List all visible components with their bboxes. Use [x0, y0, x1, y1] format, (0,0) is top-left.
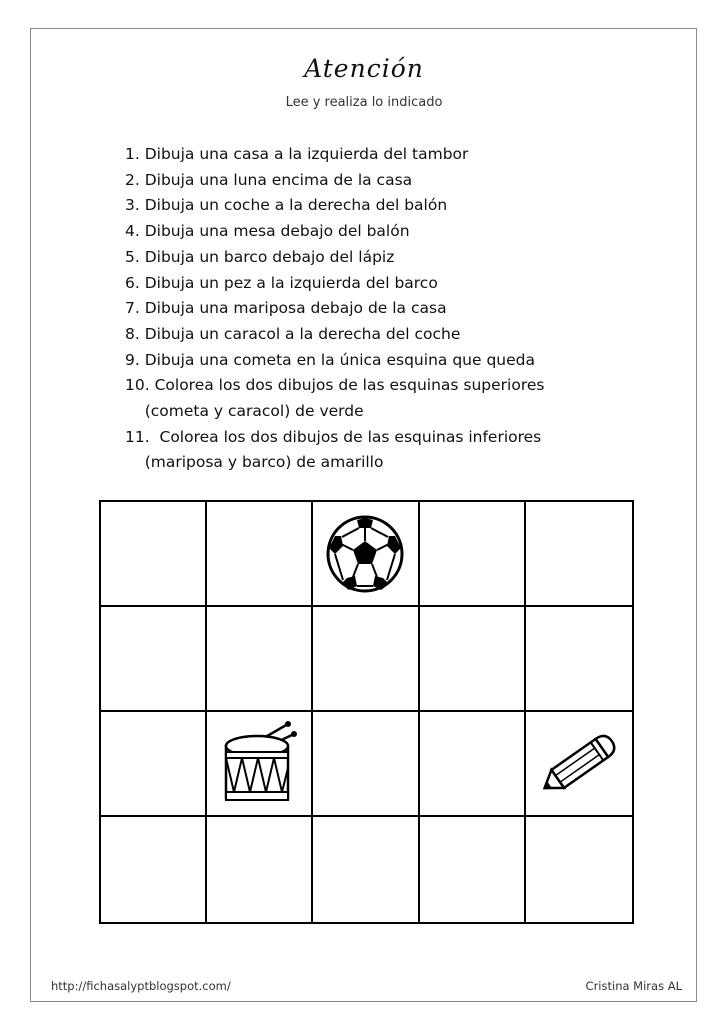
drum-icon [218, 720, 300, 808]
grid-cell-r2-c5[interactable] [526, 607, 632, 712]
instruction-item: 9. Dibuja una cometa en la única esquina que queda [125, 350, 535, 369]
soccer-ball-icon [325, 514, 405, 594]
instruction-item: 11. Colorea los dos dibujos de las esquinas inferiores [125, 427, 542, 446]
grid-cell-r2-c1[interactable] [101, 607, 207, 712]
drawing-grid [99, 500, 634, 924]
grid-cell-r2-c4[interactable] [420, 607, 526, 712]
grid-cell-r1-c2[interactable] [207, 502, 313, 607]
instructions-list [125, 142, 544, 476]
instruction-item: (cometa y caracol) de verde [125, 402, 364, 421]
grid-cell-r3-c1[interactable] [101, 712, 207, 817]
instruction-item: 6. Dibuja un pez a la izquierda del barco [125, 273, 438, 292]
instruction-item: 8. Dibuja un caracol a la derecha del coche [125, 324, 461, 343]
grid-cell-r4-c1[interactable] [101, 817, 207, 922]
instruction-item: 1. Dibuja una casa a la izquierda del tambor [125, 145, 469, 163]
grid-cell-r3-c2[interactable] [207, 712, 313, 817]
grid-cell-r1-c3[interactable] [313, 502, 419, 607]
instruction-item: 10. Colorea los dos dibujos de las esquinas superiores [125, 376, 545, 395]
grid-cell-r2-c2[interactable] [207, 607, 313, 712]
page-subtitle: Lee y realiza lo indicado [285, 95, 443, 110]
grid-cell-r4-c4[interactable] [420, 817, 526, 922]
page-title: Atención [304, 54, 424, 83]
grid-cell-r1-c4[interactable] [420, 502, 526, 607]
grid-cell-r4-c5[interactable] [526, 817, 632, 922]
instruction-item: 5. Dibuja un barco debajo del lápiz [125, 247, 395, 266]
grid-cell-r3-c4[interactable] [420, 712, 526, 817]
grid-cell-r3-c5[interactable] [526, 712, 632, 817]
grid-cell-r4-c3[interactable] [313, 817, 419, 922]
instruction-item: 3. Dibuja un coche a la derecha del balón [125, 196, 448, 215]
grid-cell-r1-c5[interactable] [526, 502, 632, 607]
footer-author: Cristina Miras AL [585, 979, 682, 993]
instruction-item: (mariposa y barco) de amarillo [125, 453, 384, 472]
instruction-item: 2. Dibuja una luna encima de la casa [125, 170, 413, 189]
instruction-item: 7. Dibuja una mariposa debajo de la casa [125, 299, 447, 318]
grid-cell-r2-c3[interactable] [313, 607, 419, 712]
instruction-item: 4. Dibuja una mesa debajo del balón [125, 222, 410, 241]
grid-cell-r3-c3[interactable] [313, 712, 419, 817]
grid-cell-r4-c2[interactable] [207, 817, 313, 922]
grid-cell-r1-c1[interactable] [101, 502, 207, 607]
pencil-icon [535, 729, 623, 799]
footer-url: http://fichasalyptblogspot.com/ [51, 979, 231, 993]
